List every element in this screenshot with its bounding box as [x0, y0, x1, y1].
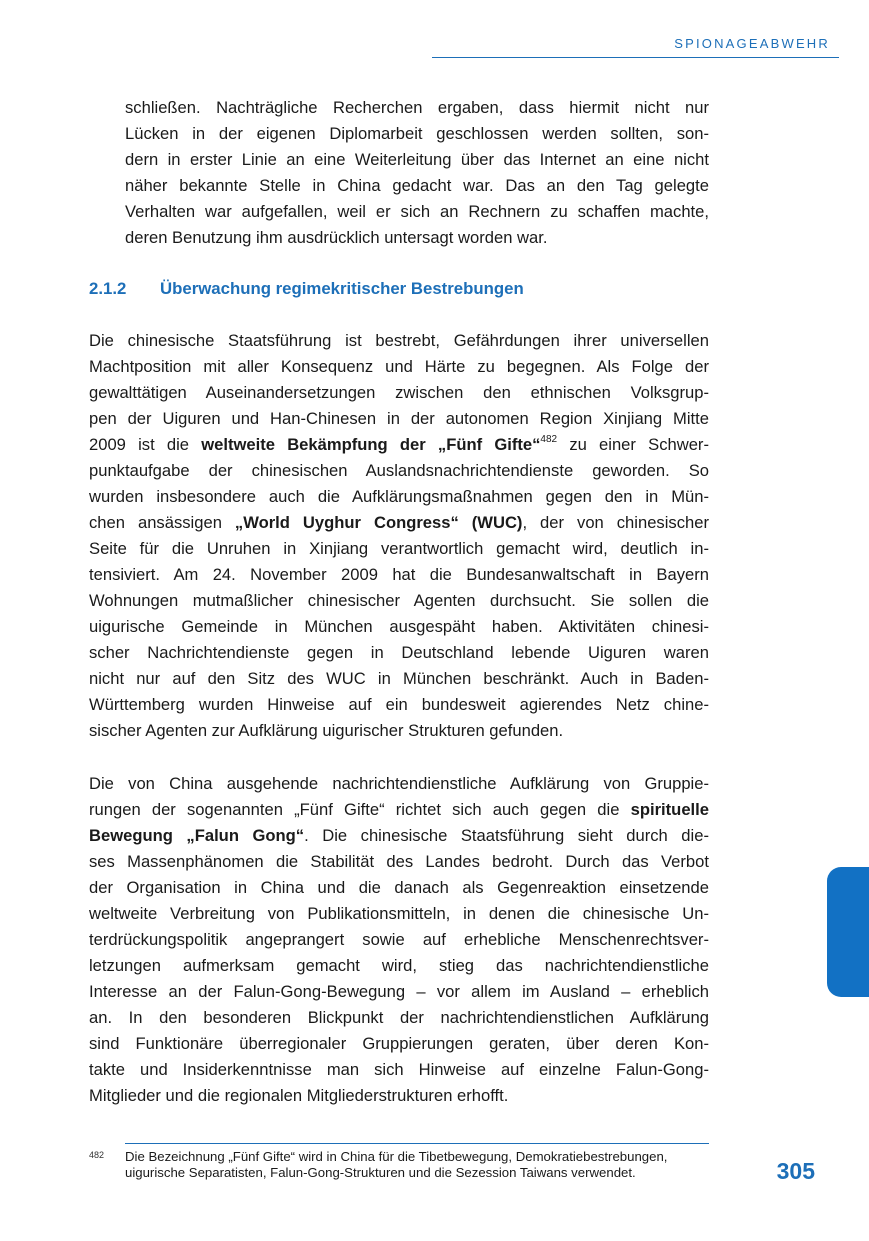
bold-term: weltweite Bekämpfung der „Fünf Gifte“ — [201, 435, 541, 454]
footnote-text — [125, 1149, 715, 1181]
text-line — [89, 432, 709, 458]
text-line — [89, 823, 709, 849]
text-line: Die chinesische Staatsführung ist bestrebt, Gefährdungen ihrer universellen — [89, 331, 709, 350]
text-run: chen ansässigen — [89, 513, 235, 532]
text-line: deren Benutzung ihm ausdrücklich untersagt worden war. — [125, 228, 548, 247]
text-line: Wohnungen mutmaßlicher chinesischer Agenten durchsucht. Sie sollen die — [89, 591, 709, 610]
text-line: scher Nachrichtendienste gegen in Deutschland lebende Uiguren waren — [89, 643, 709, 662]
text-line: der Organisation in China und die danach als Gegenreaktion einsetzende — [89, 878, 709, 897]
text-run: 2009 ist die — [89, 435, 202, 454]
body-paragraph-1 — [89, 328, 709, 744]
text-line: sischer Agenten zur Aufklärung uigurischer Strukturen gefunden. — [89, 721, 564, 740]
text-line: terdrückungspolitik angeprangert sowie auf erhebliche Menschenrechtsver- — [89, 930, 709, 949]
text-line: takte und Insiderkenntnisse man sich Hinweise auf einzelne Falun-Gong- — [89, 1060, 709, 1079]
running-header: SPIONAGEABWEHR — [674, 36, 830, 51]
text-line: dern in erster Linie an eine Weiterleitung über das Internet an eine nicht — [125, 150, 709, 169]
text-line: ses Massenphänomen die Stabilität des Landes bedroht. Durch das Verbot — [89, 852, 709, 871]
text-line: Interesse an der Falun-Gong-Bewegung – vor allem im Ausland – erheblich — [89, 982, 709, 1001]
bold-term: Bewegung „Falun Gong“ — [89, 826, 305, 845]
text-line: sind Funktionäre überregionaler Gruppierungen geraten, über deren Kon- — [89, 1034, 709, 1053]
text-line: Mitglieder und die regionalen Mitgliederstrukturen erhofft. — [89, 1086, 509, 1105]
section-number: 2.1.2 — [89, 279, 127, 298]
text-line: näher bekannte Stelle in China gedacht war. Das an den Tag gelegte — [125, 176, 709, 195]
text-run: rungen der sogenannten „Fünf Gifte“ richtet sich auch gegen die — [89, 800, 631, 819]
text-line: Die von China ausgehende nachrichtendienstliche Aufklärung von Gruppie- — [89, 774, 709, 793]
text-line: pen der Uiguren und Han-Chinesen in der autonomen Region Xinjiang Mitte — [89, 409, 709, 428]
footnote-rule — [125, 1143, 709, 1144]
text-line: nicht nur auf den Sitz des WUC in München beschränkt. Auch in Baden- — [89, 669, 709, 688]
bold-term: spirituelle — [630, 800, 709, 819]
intro-paragraph — [125, 95, 709, 251]
text-line: tensiviert. Am 24. November 2009 hat die Bundesanwaltschaft in Bayern — [89, 565, 709, 584]
body-paragraph-2 — [89, 771, 709, 1109]
section-title: Überwachung regimekritischer Bestrebungen — [160, 279, 524, 298]
text-line: Lücken in der eigenen Diplomarbeit geschlossen werden sollten, son- — [125, 124, 709, 143]
text-line: punktaufgabe der chinesischen Auslandsnachrichtendienste geworden. So — [89, 461, 709, 480]
bold-term: „World Uyghur Congress“ (WUC) — [234, 513, 523, 532]
text-line — [89, 510, 709, 536]
text-run: zu einer Schwer- — [569, 435, 709, 454]
text-run: , der von chinesischer — [522, 513, 709, 532]
footnote-line: Die Bezeichnung „Fünf Gifte“ wird in China für die Tibetbewegung, Demokratiebestrebungen, — [125, 1149, 668, 1164]
footnote-number: 482 — [89, 1150, 105, 1160]
page-number: 305 — [776, 1158, 815, 1184]
text-line: gewalttätigen Auseinandersetzungen zwischen den ethnischen Volksgrup- — [89, 383, 709, 402]
footnote-ref: 482 — [540, 434, 558, 446]
text-line: Württemberg wurden Hinweise auf ein bundesweit agierendes Netz chine- — [89, 695, 709, 714]
text-line — [89, 797, 709, 823]
text-line: schließen. Nachträgliche Recherchen ergaben, dass hiermit nicht nur — [125, 98, 709, 117]
chapter-thumb-tab — [827, 867, 869, 997]
text-line: Seite für die Unruhen in Xinjiang verantwortlich gemacht wird, deutlich in- — [89, 539, 709, 558]
text-line: uigurische Gemeinde in München ausgespäht haben. Aktivitäten chinesi- — [89, 617, 709, 636]
section-heading — [89, 279, 524, 299]
footnote-line: uigurische Separatisten, Falun-Gong-Strukturen und die Sezession Taiwans verwendet. — [125, 1165, 636, 1180]
text-line: weltweite Verbreitung von Publikationsmitteln, in denen die chinesische Un- — [89, 904, 709, 923]
text-line: Verhalten war aufgefallen, weil er sich an Rechnern zu schaffen machte, — [125, 202, 709, 221]
text-line: an. In den besonderen Blickpunkt der nachrichtendienstlichen Aufklärung — [89, 1008, 709, 1027]
text-line: Machtposition mit aller Konsequenz und Härte zu begegnen. Als Folge der — [89, 357, 709, 376]
text-line: wurden insbesondere auch die Aufklärungsmaßnahmen gegen den in Mün- — [89, 487, 709, 506]
text-line: letzungen aufmerksam gemacht wird, stieg das nachrichtendienstliche — [89, 956, 709, 975]
text-run: . Die chinesische Staatsführung sieht durch die- — [304, 826, 709, 845]
header-rule — [432, 57, 839, 58]
